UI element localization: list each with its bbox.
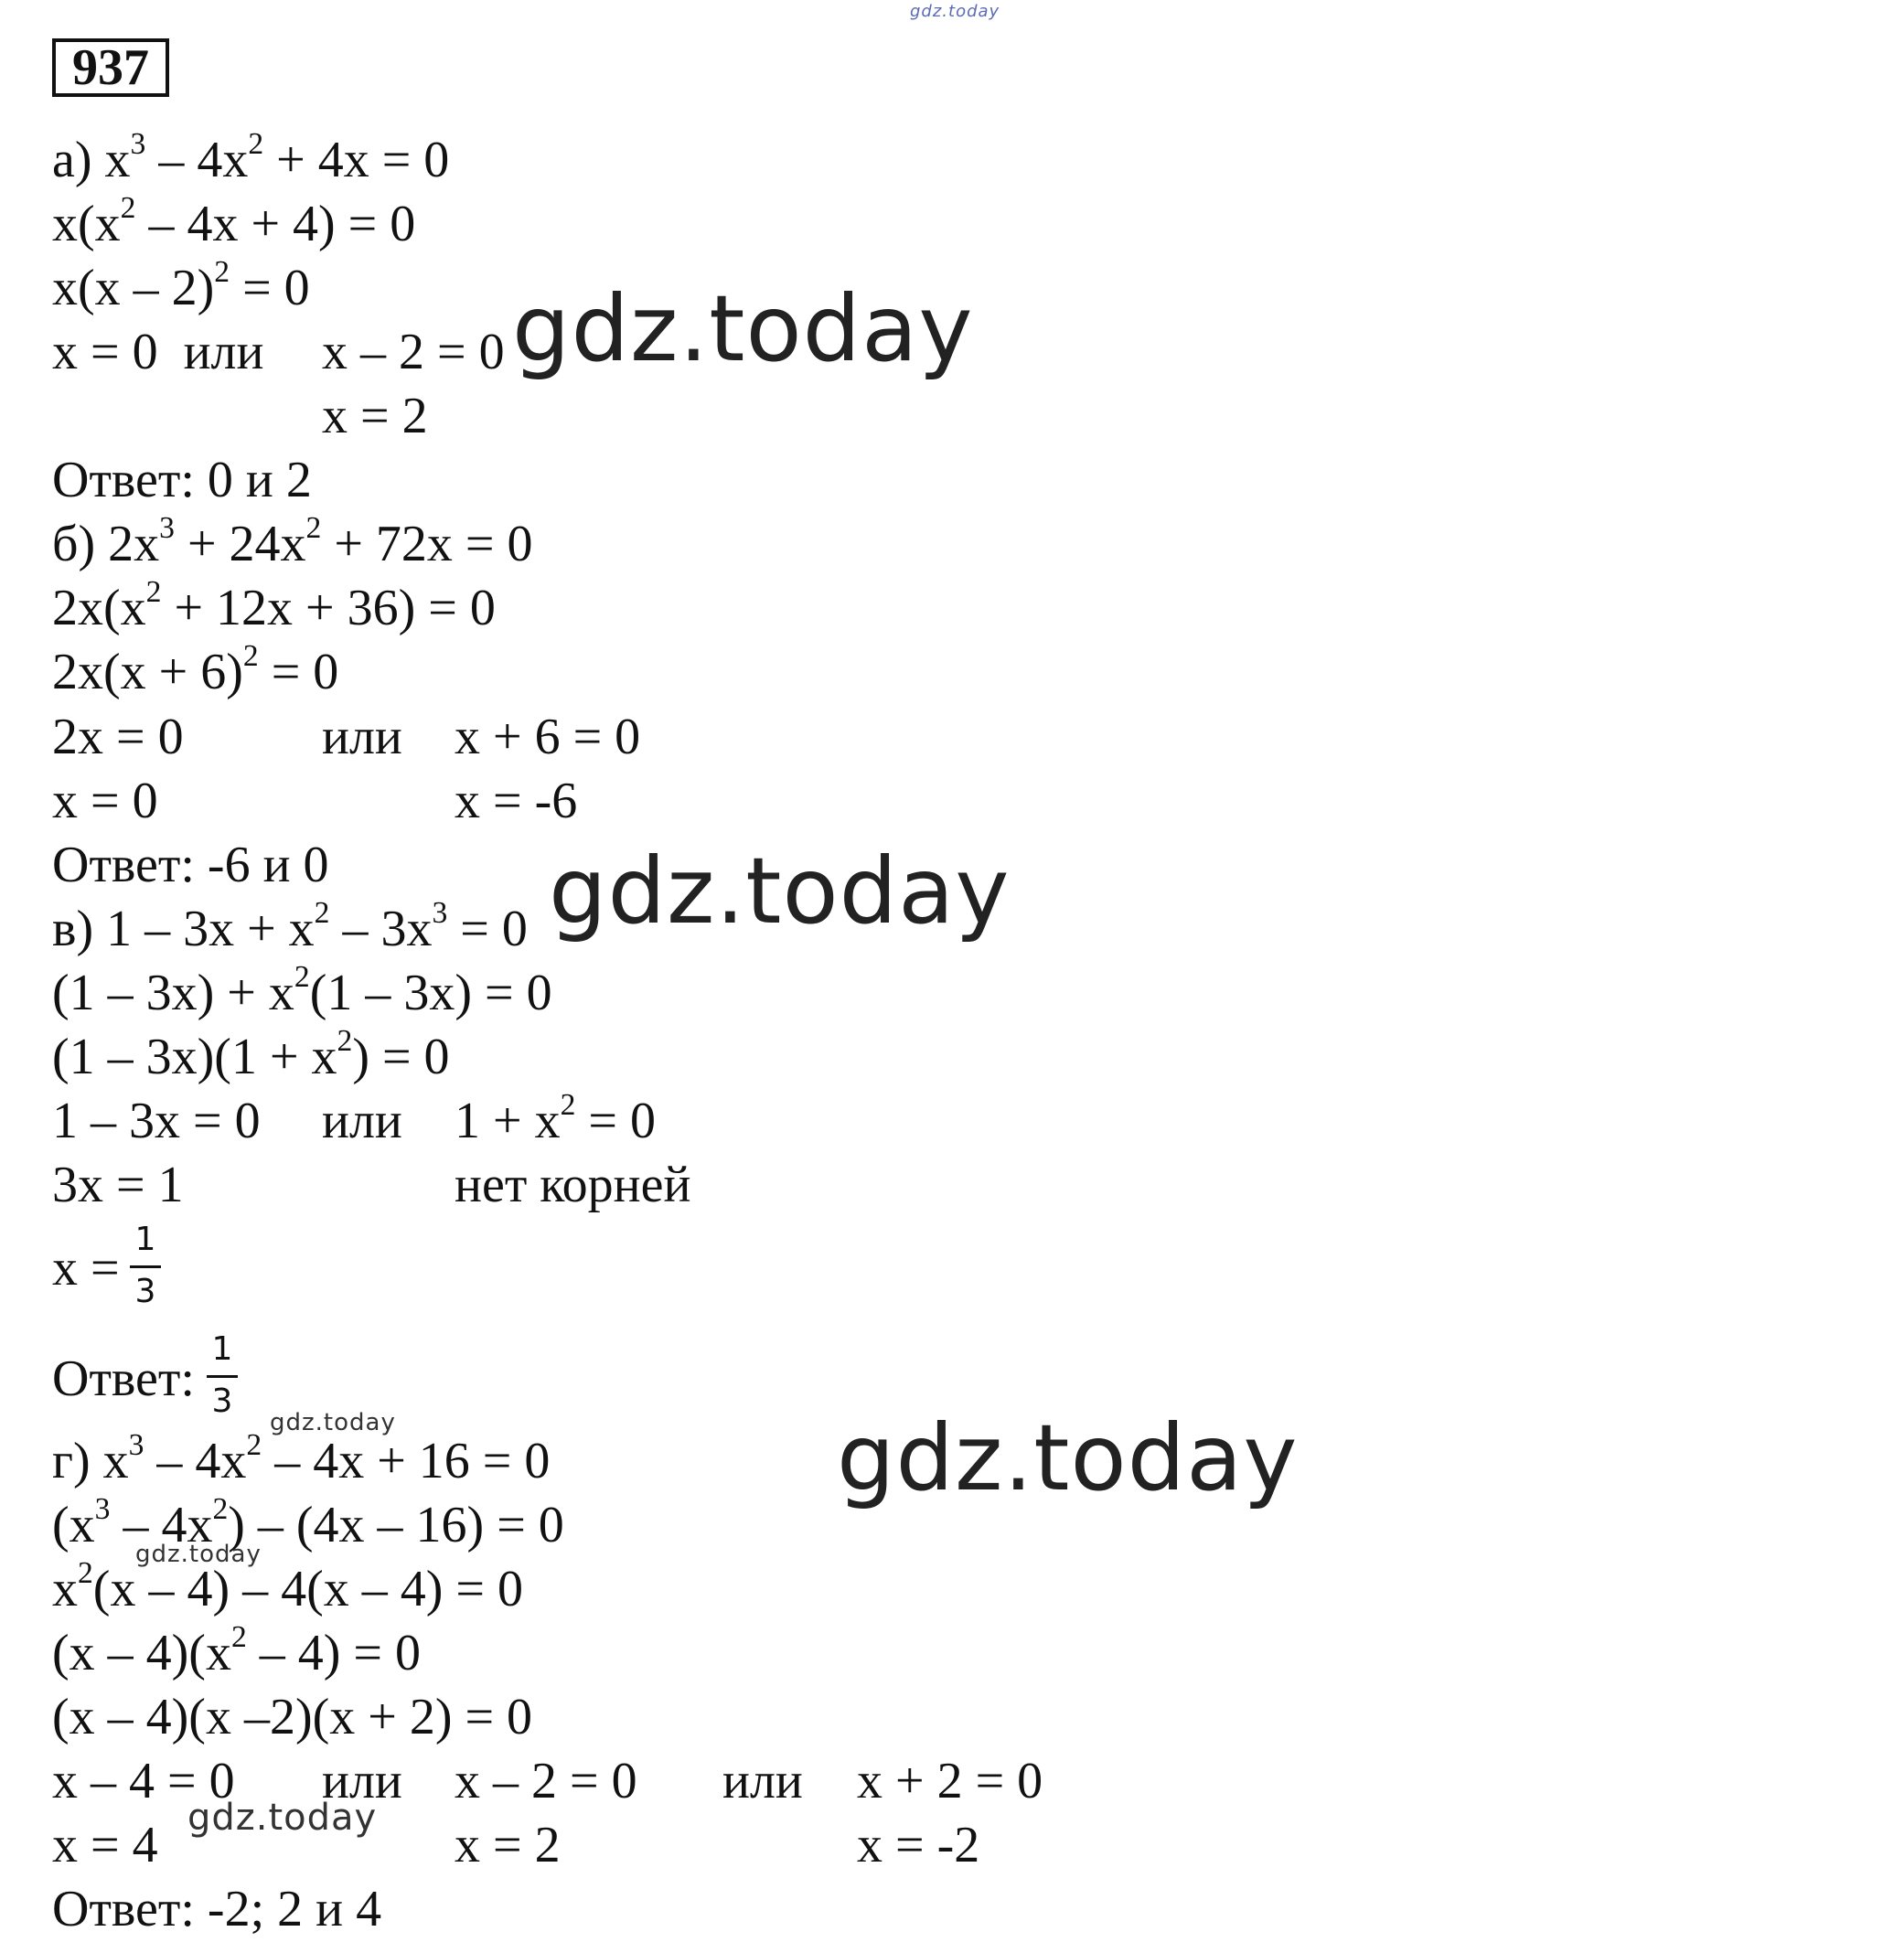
part-d-root-3: x + 2 = 0: [857, 1753, 1043, 1809]
part-b-answer: Ответ: -6 и 0: [52, 837, 329, 893]
fraction-numerator: 1: [211, 1330, 233, 1368]
part-a-answer: Ответ: 0 и 2: [52, 452, 312, 508]
part-b-step-1: $2x(x^2 + 12x + 36) = 0$: [52, 574, 496, 636]
fraction-denominator: 3: [211, 1382, 233, 1420]
part-d-value-2: x = 2: [455, 1817, 561, 1873]
part-d-root-2: x – 2 = 0: [455, 1753, 637, 1809]
part-b-value-right: x = -6: [455, 773, 578, 829]
watermark-small-2: gdz.today: [135, 1541, 262, 1568]
part-d-step-3: $(x - 4)(x^2 - 4) = 0$: [52, 1619, 421, 1681]
part-d-step-4: (x – 4)(x –2)(x + 2) = 0: [52, 1689, 533, 1745]
part-c-value-left: 3x = 1: [52, 1157, 184, 1213]
part-c-or: или: [322, 1093, 402, 1149]
part-a-root-left: x = 0 или: [52, 324, 264, 380]
part-d-equation: г) $x^3 - 4x^2 - 4x + 16 = 0$: [52, 1427, 551, 1489]
part-d-answer: Ответ: -2; 2 и 4: [52, 1881, 382, 1937]
part-b-value-left: x = 0: [52, 773, 158, 829]
part-a-equation: а) $x^3 - 4x^2 + 4x = 0$: [52, 126, 450, 188]
part-c-equation: в) $1 - 3x + x^2 - 3x^3 = 0$: [52, 895, 528, 957]
part-c-step-2: $(1 - 3x)(1 + x^2) = 0$: [52, 1023, 450, 1085]
part-d-value-1: x = 4: [52, 1817, 158, 1873]
fraction-numerator: 1: [134, 1221, 156, 1258]
watermark-2: gdz.today: [549, 838, 1011, 944]
part-b-root-right: x + 6 = 0: [455, 709, 641, 765]
watermark-1: gdz.today: [512, 275, 974, 382]
part-c-answer-fraction: [207, 1331, 238, 1420]
part-b-step-2: $2x(x + 6)^2 = 0$: [52, 638, 339, 700]
part-d-step-2: $x^2(x - 4) - 4(x - 4) = 0$: [52, 1555, 523, 1617]
watermark-3: gdz.today: [837, 1404, 1299, 1511]
part-b-equation: б) $2x^3 + 24x^2 + 72x = 0$: [52, 510, 533, 572]
fraction-bar: [207, 1375, 238, 1378]
part-b-root-left: 2x = 0: [52, 709, 184, 765]
part-d-step-1: $(x^3 - 4x^2) - (4x - 16) = 0$: [52, 1491, 564, 1553]
part-d-or-1: или: [322, 1753, 402, 1809]
part-d-or-2: или: [722, 1753, 803, 1809]
part-c-root-right: $1 + x^2 = 0$: [455, 1087, 656, 1149]
part-c-no-roots: нет корней: [455, 1157, 691, 1213]
part-a-root-value: x = 2: [322, 388, 428, 444]
watermark-small-3: gdz.today: [187, 1797, 378, 1839]
part-c-fraction: [130, 1222, 161, 1310]
fraction-denominator: 3: [134, 1273, 156, 1310]
part-c-x-equals: x =: [52, 1240, 120, 1297]
part-d-root-1: x – 4 = 0: [52, 1753, 235, 1809]
part-d-value-3: x = -2: [857, 1817, 980, 1873]
fraction-bar: [130, 1265, 161, 1268]
part-a-root-right: x – 2 = 0: [322, 324, 505, 380]
part-c-answer: Ответ:: [52, 1350, 195, 1407]
problem-number: 937: [52, 38, 169, 97]
part-a-step-1: $x(x^2 - 4x + 4) = 0$: [52, 190, 416, 252]
part-a-step-2: x(x – 2)$^2$ = 0: [52, 254, 310, 316]
watermark-top: gdz.today: [910, 2, 1000, 21]
watermark-small-1: gdz.today: [270, 1409, 396, 1436]
part-c-root-left: 1 – 3x = 0: [52, 1093, 261, 1149]
part-c-step-1: $(1 - 3x) + x^2(1 - 3x) = 0$: [52, 959, 552, 1021]
part-b-or: или: [322, 709, 402, 765]
